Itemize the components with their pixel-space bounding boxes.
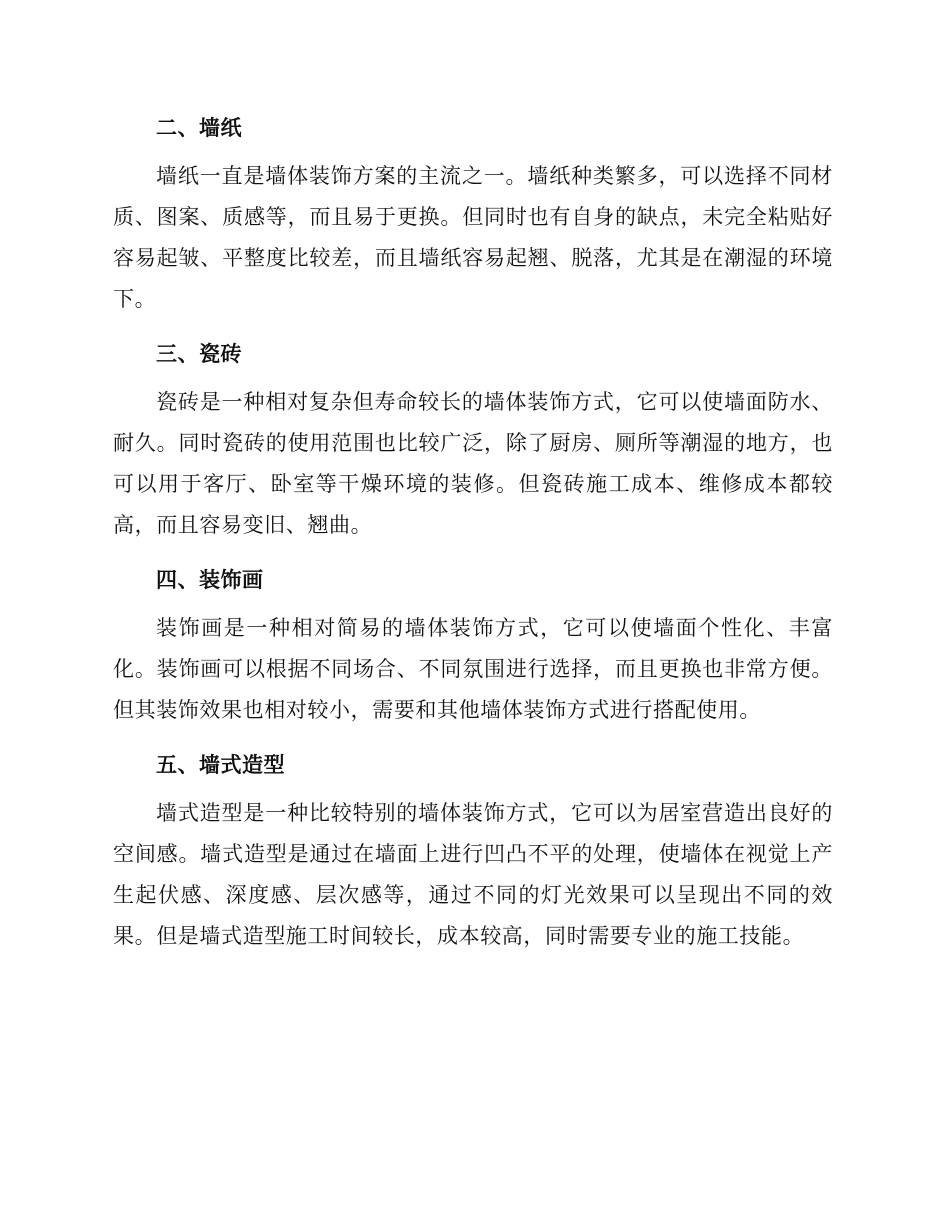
- section-paragraph: 墙式造型是一种比较特别的墙体装饰方式，它可以为居室营造出良好的空间感。墙式造型是通过在墙面上进行凹凸不平的处理，使墙体在视觉上产生起伏感、深度感、层次感等，通过不同的灯光效果可以呈现出不同的效果。但是墙式造型施工时间较长，成本较高，同时需要专业的施工技能。: [113, 801, 833, 948]
- section-heading: 五、墙式造型: [156, 753, 285, 777]
- section-paragraph: 瓷砖是一种相对复杂但寿命较长的墙体装饰方式，它可以使墙面防水、耐久。同时瓷砖的使用范围也比较广泛，除了厨房、厕所等潮湿的地方，也可以用于客厅、卧室等干燥环境的装修。但瓷砖施工成本、维修成本都较高，而且容易变旧、翘曲。: [113, 390, 833, 537]
- section-decorative-painting: [113, 560, 833, 731]
- section-tiles: [113, 334, 833, 546]
- section-paragraph: 墙纸一直是墙体装饰方案的主流之一。墙纸种类繁多，可以选择不同材质、图案、质感等，而且易于更换。但同时也有自身的缺点，未完全粘贴好容易起皱、平整度比较差，而且墙纸容易起翘、脱落，尤其是在潮湿的环境下。: [113, 164, 833, 311]
- document-body: [113, 108, 833, 971]
- section-heading: 三、瓷砖: [156, 342, 242, 366]
- section-paragraph: 装饰画是一种相对简易的墙体装饰方式，它可以使墙面个性化、丰富化。装饰画可以根据不同场合、不同氛围进行选择，而且更换也非常方便。但其装饰效果也相对较小，需要和其他墙体装饰方式进行搭配使用。: [113, 616, 833, 722]
- section-wall-modeling: [113, 745, 833, 957]
- section-heading: 四、装饰画: [156, 568, 264, 592]
- section-heading: 二、墙纸: [156, 116, 242, 140]
- section-wallpaper: [113, 108, 833, 320]
